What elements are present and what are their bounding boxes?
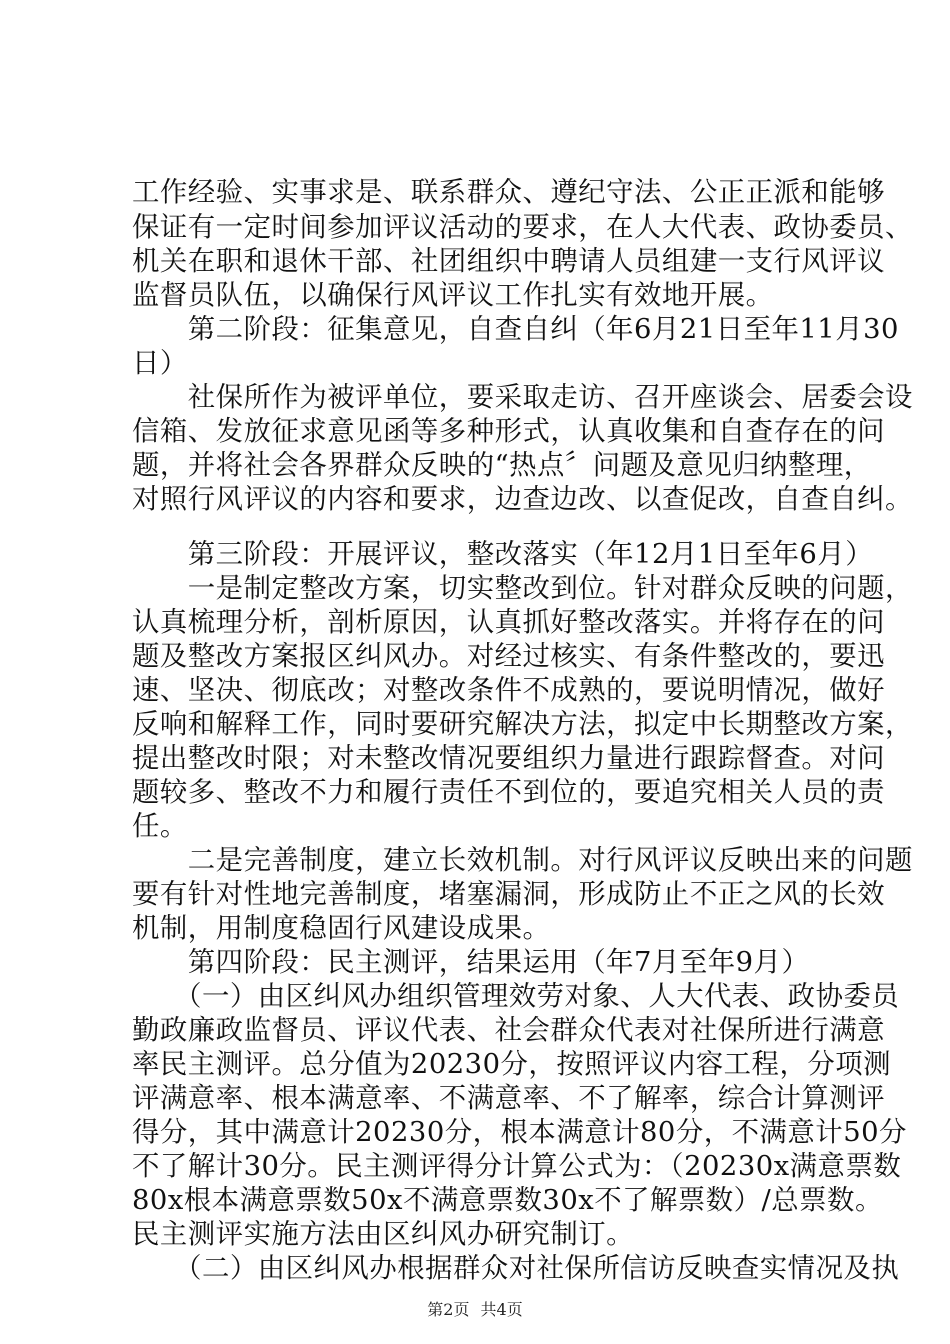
text-line: 率民主测评。总分值为20230分，按照评议内容工程，分项测 (132, 1049, 892, 1080)
text-line: 二是完善制度，建立长效机制。对行风评议反映出来的问题 (132, 845, 913, 876)
text-line: 对照行风评议的内容和要求，边查边改、以查促改，自查自纠。 (132, 484, 913, 515)
text-line: 工作经验、实事求是、联系群众、遵纪守法、公正正派和能够 (132, 177, 886, 208)
text-line: 社保所作为被评单位，要采取走访、召开座谈会、居委会设 (132, 382, 913, 413)
section-heading: 第三阶段：开展评议，整改落实（年12月1日至年6月） (132, 539, 874, 570)
text-line: 日） (132, 348, 188, 379)
page-total: 共4页 (480, 1300, 523, 1319)
text-line: （一）由区纠风办组织管理效劳对象、人大代表、政协委员 (132, 981, 900, 1012)
page-footer (0, 1300, 950, 1320)
text-line: 反响和解释工作，同时要研究解决方法，拟定中长期整改方案， (132, 709, 913, 740)
text-line: 认真梳理分析，剖析原因，认真抓好整改落实。并将存在的问 (132, 607, 886, 638)
text-line: 监督员队伍，以确保行风评议工作扎实有效地开展。 (132, 280, 774, 311)
text-line: 信箱、发放征求意见函等多种形式，认真收集和自查存在的问 (132, 416, 886, 447)
text-line: 保证有一定时间参加评议活动的要求，在人大代表、政协委员、 (132, 212, 913, 243)
text-line: 提出整改时限；对未整改情况要组织力量进行跟踪督查。对问 (132, 743, 886, 774)
section-heading: 第二阶段：征集意见，自查自纠（年6月21日至年11月30 (132, 314, 899, 345)
text-line: 题及整改方案报区纠风办。对经过核实、有条件整改的，要迅 (132, 641, 886, 672)
text-line: 得分，其中满意计20230分，根本满意计80分，不满意计50分 (132, 1117, 907, 1148)
text-line: 机制，用制度稳固行风建设成果。 (132, 913, 551, 944)
text-line: 评满意率、根本满意率、不满意率、不了解率，综合计算测评 (132, 1083, 886, 1114)
page-number: 第2页 (427, 1300, 470, 1319)
text-line: 勤政廉政监督员、评议代表、社会群众代表对社保所进行满意 (132, 1015, 886, 1046)
text-line: （二）由区纠风办根据群众对社保所信访反映查实情况及执 (132, 1253, 900, 1284)
text-line: 题，并将社会各界群众反映的“热点〞问题及意见归纳整理， (132, 450, 872, 481)
text-line: 速、坚决、彻底改；对整改条件不成熟的，要说明情况，做好 (132, 675, 886, 706)
text-line: 要有针对性地完善制度，堵塞漏洞，形成防止不正之风的长效 (132, 879, 886, 910)
section-heading: 第四阶段：民主测评，结果运用（年7月至年9月） (132, 947, 810, 978)
text-line: 不了解计30分。民主测评得分计算公式为：（20230x满意票数 (132, 1151, 902, 1182)
text-line: 民主测评实施方法由区纠风办研究制订。 (132, 1219, 635, 1250)
text-line: 80x根本满意票数50x不满意票数30x不了解票数）/总票数。 (132, 1185, 883, 1216)
text-line: 任。 (132, 811, 188, 842)
text-line: 机关在职和退休干部、社团组织中聘请人员组建一支行风评议 (132, 246, 886, 277)
text-line: 题较多、整改不力和履行责任不到位的，要追究相关人员的责 (132, 777, 886, 808)
text-line: 一是制定整改方案，切实整改到位。针对群众反映的问题， (132, 573, 913, 604)
